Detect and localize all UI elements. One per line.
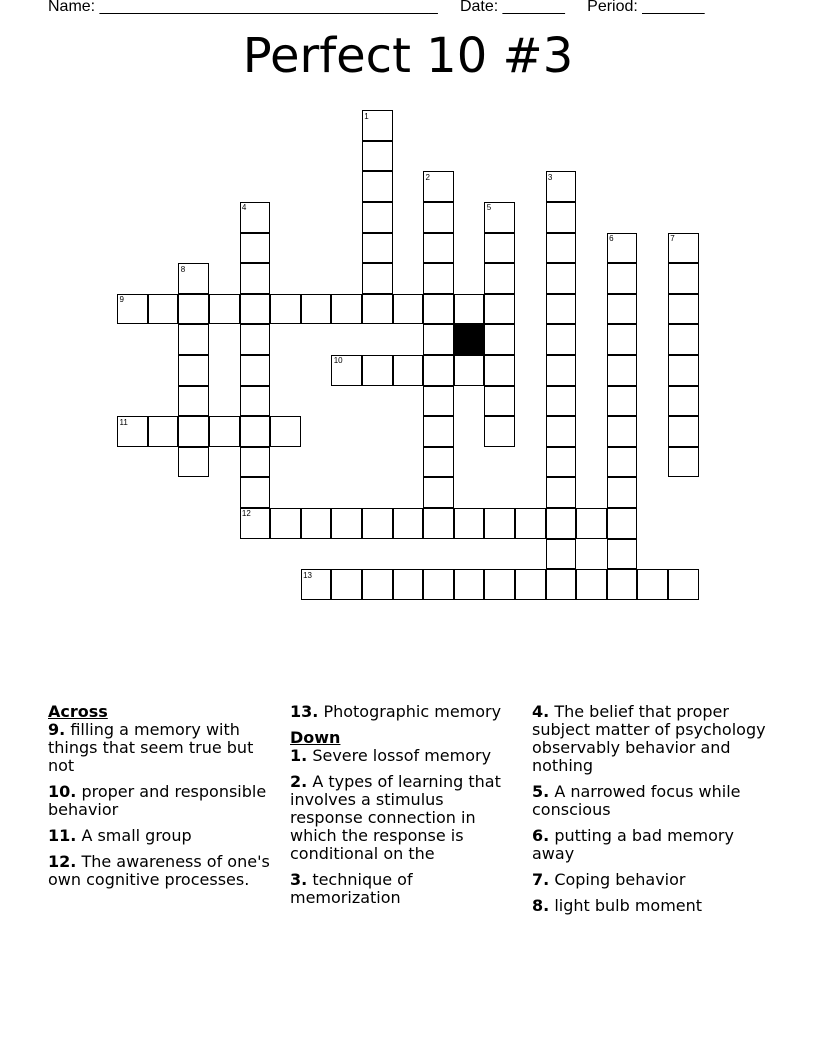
clue-text: putting a bad memory away [532,826,734,863]
clue-down-2 [290,773,518,863]
crossword-cell[interactable] [637,569,668,600]
clue-number: 3. [290,870,308,889]
cell-number: 8 [180,264,186,274]
crossword-cell[interactable] [607,386,638,417]
crossword-cell[interactable] [393,569,424,600]
clue-across-12 [48,853,276,889]
clue-down-6 [532,827,772,863]
crossword-cell[interactable] [668,263,699,294]
crossword-cell[interactable] [546,355,577,386]
clue-down-3 [290,871,518,907]
crossword-cell[interactable] [393,508,424,539]
cell-number: 5 [486,203,492,213]
clue-text: A types of learning that involves a stimulus response connection in which the response is conditional on the [290,772,501,863]
clue-text: A narrowed focus while conscious [532,782,741,819]
crossword-cell[interactable] [240,324,271,355]
crossword-cell[interactable] [484,508,515,539]
crossword-cell[interactable] [668,355,699,386]
clue-number: 6. [532,826,550,845]
clue-text: light bulb moment [554,896,703,915]
crossword-cell[interactable] [301,294,332,325]
crossword-cell[interactable] [576,508,607,539]
crossword-cell[interactable] [240,386,271,417]
crossword-cell[interactable] [668,416,699,447]
across-heading: Across [48,702,108,721]
cell-number: 2 [425,172,430,182]
clue-down-5 [532,783,772,819]
clue-number: 12. [48,852,77,871]
crossword-cell[interactable] [546,324,577,355]
cell-number: 7 [670,233,675,243]
crossword-cell[interactable] [607,477,638,508]
crossword-cell[interactable] [362,508,393,539]
crossword-cell[interactable] [362,141,393,172]
crossword-cell[interactable] [546,386,577,417]
crossword-cell[interactable] [484,324,515,355]
cell-number: 10 [333,356,343,366]
clue-down-1 [290,747,518,765]
blocked-cell [454,324,485,355]
crossword-cell[interactable] [546,202,577,233]
crossword-cell[interactable] [362,171,393,202]
cell-number: 12 [241,509,251,519]
crossword-cell[interactable] [546,447,577,478]
crossword-cell[interactable] [546,569,577,600]
clue-text: A small group [81,826,192,845]
clue-down-8 [532,897,772,915]
clue-number: 1. [290,746,308,765]
crossword-cell[interactable] [607,447,638,478]
crossword-cell[interactable] [515,569,546,600]
clue-number: 13. [290,702,319,721]
crossword-cell[interactable] [668,447,699,478]
crossword-cell[interactable] [270,508,301,539]
crossword-cell[interactable] [484,294,515,325]
crossword-cell[interactable] [546,263,577,294]
crossword-cell[interactable] [362,355,393,386]
crossword-cell[interactable] [454,294,485,325]
clue-text: Coping behavior [554,870,686,889]
crossword-cell[interactable] [668,294,699,325]
crossword-cell[interactable] [423,202,454,233]
clue-text: The awareness of one's own cognitive processes. [48,852,270,889]
crossword-cell[interactable] [209,416,240,447]
crossword-cell[interactable] [331,569,362,600]
crossword-cell[interactable] [546,508,577,539]
clue-number: 7. [532,870,550,889]
crossword-cell[interactable] [668,569,699,600]
crossword-cell[interactable] [515,508,546,539]
crossword-cell[interactable] [607,416,638,447]
crossword-cell[interactable] [454,508,485,539]
cell-number: 6 [609,233,614,243]
crossword-cell[interactable] [607,508,638,539]
clue-across-13 [290,703,518,721]
crossword-cell[interactable] [607,294,638,325]
cell-number: 4 [241,203,247,213]
clue-number: 5. [532,782,550,801]
crossword-cell[interactable] [178,355,209,386]
clue-text: Severe lossof memory [312,746,492,765]
clue-number: 2. [290,772,308,791]
crossword-cell[interactable] [331,294,362,325]
cell-number: 1 [364,111,369,121]
crossword-cell[interactable] [178,416,209,447]
clue-text: proper and responsible behavior [48,782,267,819]
crossword-cell[interactable] [668,386,699,417]
crossword-cell[interactable] [240,263,271,294]
clues-column-2 [290,703,518,915]
crossword-cell[interactable] [423,263,454,294]
clue-text: Photographic memory [323,702,502,721]
clue-across-10 [48,783,276,819]
crossword-cell[interactable] [178,447,209,478]
crossword-cell[interactable] [270,416,301,447]
crossword-cell[interactable] [362,569,393,600]
crossword-cell[interactable] [546,477,577,508]
down-heading: Down [290,728,341,747]
crossword-cell[interactable] [546,294,577,325]
crossword-cell[interactable] [209,294,240,325]
crossword-cell[interactable] [484,416,515,447]
clue-across-11 [48,827,276,845]
crossword-cell[interactable] [362,233,393,264]
clue-number: 10. [48,782,77,801]
crossword-cell[interactable] [423,508,454,539]
crossword-cell[interactable] [362,294,393,325]
crossword-cell[interactable] [484,569,515,600]
crossword-cell[interactable] [423,569,454,600]
crossword-cell[interactable] [607,355,638,386]
crossword-cell[interactable] [423,355,454,386]
clue-text: technique of memorization [290,870,413,907]
crossword-cell[interactable] [240,416,271,447]
crossword-cell[interactable] [178,386,209,417]
crossword-cell[interactable] [240,294,271,325]
crossword-cell[interactable] [270,294,301,325]
crossword-cell[interactable] [546,233,577,264]
clue-text: The belief that proper subject matter of psychology observably behavior and nothing [532,702,766,775]
crossword-cell[interactable] [423,447,454,478]
crossword-cell[interactable] [454,355,485,386]
crossword-cell[interactable] [546,416,577,447]
crossword-cell[interactable] [331,508,362,539]
crossword-cell[interactable] [423,416,454,447]
crossword-cell[interactable] [607,324,638,355]
clue-number: 4. [532,702,550,721]
clue-number: 11. [48,826,77,845]
crossword-cell[interactable] [240,355,271,386]
crossword-cell[interactable] [484,355,515,386]
clue-text: filling a memory with things that seem true but not [48,720,254,775]
crossword-cell[interactable] [362,202,393,233]
cell-number: 3 [547,172,553,182]
crossword-cell[interactable] [423,233,454,264]
crossword-cell[interactable] [393,294,424,325]
crossword-cell[interactable] [240,447,271,478]
crossword-cell[interactable] [546,539,577,570]
crossword-cell[interactable] [148,294,179,325]
crossword-cell[interactable] [607,263,638,294]
cell-number: 9 [119,295,124,305]
crossword-cell[interactable] [607,539,638,570]
crossword-cell[interactable] [484,233,515,264]
crossword-cell[interactable] [668,324,699,355]
clue-number: 9. [48,720,66,739]
clue-down-4 [532,703,772,775]
crossword-cell[interactable] [178,324,209,355]
clues-column-3 [532,703,772,923]
clue-down-7 [532,871,772,889]
clues-column-1 [48,703,276,897]
cell-number: 11 [119,417,128,427]
crossword-cell[interactable] [240,477,271,508]
crossword-cell[interactable] [178,294,209,325]
header-line: Name: ______________________________________ Date: _______ Period: _______ [48,0,705,15]
crossword-cell[interactable] [148,416,179,447]
crossword-cell[interactable] [423,386,454,417]
crossword-cell[interactable] [484,263,515,294]
crossword-cell[interactable] [423,477,454,508]
page-title: Perfect 10 #3 [242,28,574,84]
cell-number: 13 [303,570,312,580]
crossword-cell[interactable] [393,355,424,386]
crossword-cell[interactable] [607,569,638,600]
clue-number: 8. [532,896,550,915]
crossword-cell[interactable] [301,508,332,539]
crossword-cell[interactable] [423,294,454,325]
clue-across-9 [48,721,276,775]
crossword-cell[interactable] [362,263,393,294]
crossword-cell[interactable] [240,233,271,264]
crossword-cell[interactable] [484,386,515,417]
crossword-cell[interactable] [576,569,607,600]
crossword-cell[interactable] [454,569,485,600]
crossword-cell[interactable] [423,324,454,355]
